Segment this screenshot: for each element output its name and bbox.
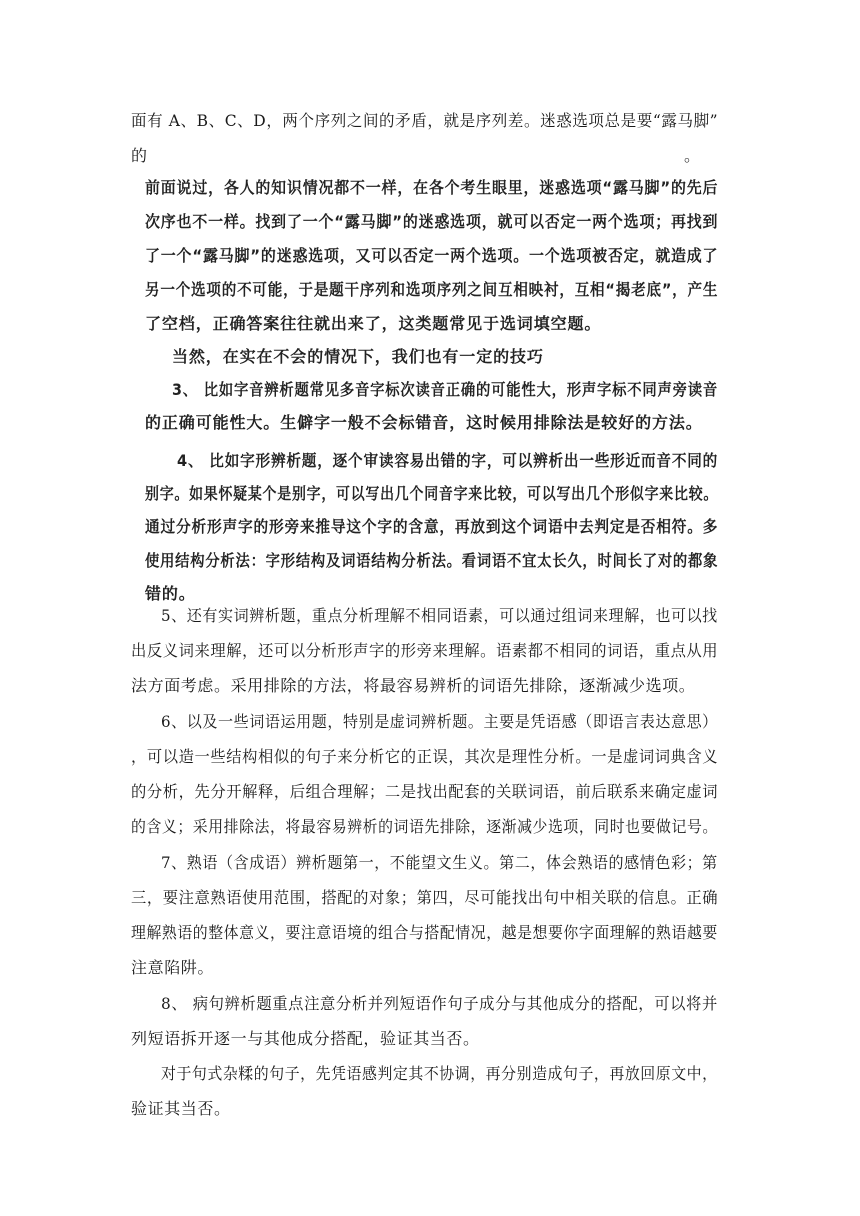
text-line: 的分析，先分开解释，后组合理解；二是找出配套的关联词语，前后联系来确定虚词 bbox=[131, 782, 719, 801]
text-line: 出反义词来理解，还可以分析形声字的形旁来理解。语素都不相同的词语，重点从用 bbox=[131, 641, 719, 660]
text-line: 次序也不一样。找到了一个“露马脚”的迷惑选项，就可以否定一两个选项；再找到 bbox=[145, 212, 719, 231]
text-line: 法方面考虑。采用排除的方法，将最容易辨析的词语先排除，逐渐减少选项。 bbox=[131, 676, 696, 695]
text-line: 的 bbox=[131, 146, 148, 165]
text-line: 前面说过，各人的知识情况都不一样，在各个考生眼里，迷惑选项“露马脚”的先后 bbox=[145, 178, 719, 197]
text-line: 使用结构分析法：字形结构及词语结构分析法。看词语不宜太长久，时间长了对的都象 bbox=[145, 551, 719, 570]
text-line: 验证其当否。 bbox=[131, 1099, 231, 1118]
text-line: 7、熟语（含成语）辨析题第一，不能望文生义。第二，体会熟语的感情色彩；第 bbox=[161, 853, 718, 872]
text-line: 理解熟语的整体意义，要注意语境的组合与搭配情况，越是想要你字面理解的熟语越要 bbox=[131, 923, 718, 942]
text-line: 别字。如果怀疑某个是别字，可以写出几个同音字来比较，可以写出几个形似字来比较。 bbox=[145, 484, 719, 503]
text-line: 4、 比如字形辨析题，逐个审读容易出错的字，可以辨析出一些形近而音不同的 bbox=[177, 451, 719, 470]
text-line: 三，要注意熟语使用范围，搭配的对象；第四，尽可能找出句中相关联的信息。正确 bbox=[131, 888, 719, 907]
text-line: 6、以及一些词语运用题，特别是虚词辨析题。主要是凭语感（即语言表达意思） bbox=[161, 712, 718, 731]
text-line: 通过分析形声字的形旁来推导这个字的含意，再放到这个词语中去判定是否相符。多 bbox=[145, 517, 719, 536]
text-line: 另一个选项的不可能，于是题干序列和选项序列之间互相映衬，互相“揭老底”，产生 bbox=[145, 280, 719, 299]
text-line: 8、 病句辨析题重点注意分析并列短语作句子成分与其他成分的搭配，可以将并 bbox=[161, 994, 718, 1013]
text-line: 5、还有实词辨析题，重点分析理解不相同语素，可以通过组词来理解，也可以找 bbox=[161, 606, 718, 625]
text-line-tail: 。 bbox=[684, 146, 701, 165]
text-line: 列短语拆开逐一与其他成分搭配，验证其当否。 bbox=[131, 1029, 480, 1048]
text-line: 对于句式杂糅的句子，先凭语感判定其不协调，再分别造成句子，再放回原文中， bbox=[161, 1064, 718, 1083]
text-line: 的正确可能性大。生僻字一般不会标错音，这时候用排除法是较好的方法。 bbox=[145, 413, 703, 432]
text-line: 注意陷阱。 bbox=[131, 958, 215, 977]
text-line: 面有 A、B、C、D，两个序列之间的矛盾，就是序列差。迷惑选项总是要“露马脚” bbox=[131, 111, 719, 130]
text-line: 错的。 bbox=[145, 584, 196, 603]
text-line: ，可以造一些结构相似的句子来分析它的正误，其次是理性分析。一是虚词词典含义 bbox=[131, 747, 719, 766]
text-line: 了空档，正确答案往往就出来了，这类题常见于选词填空题。 bbox=[145, 314, 602, 333]
text-line: 的含义；采用排除法，将最容易辨析的词语先排除，逐渐减少选项，同时也要做记号。 bbox=[131, 817, 718, 836]
text-line: 3、 比如字音辨析题常见多音字标次读音正确的可能性大，形声字标不同声旁读音 bbox=[172, 380, 719, 399]
text-line: 当然，在实在不会的情况下，我们也有一定的技巧 bbox=[172, 347, 544, 366]
text-line: 了一个“露马脚”的迷惑选项，又可以否定一两个选项。一个选项被否定，就造成了 bbox=[145, 246, 719, 265]
